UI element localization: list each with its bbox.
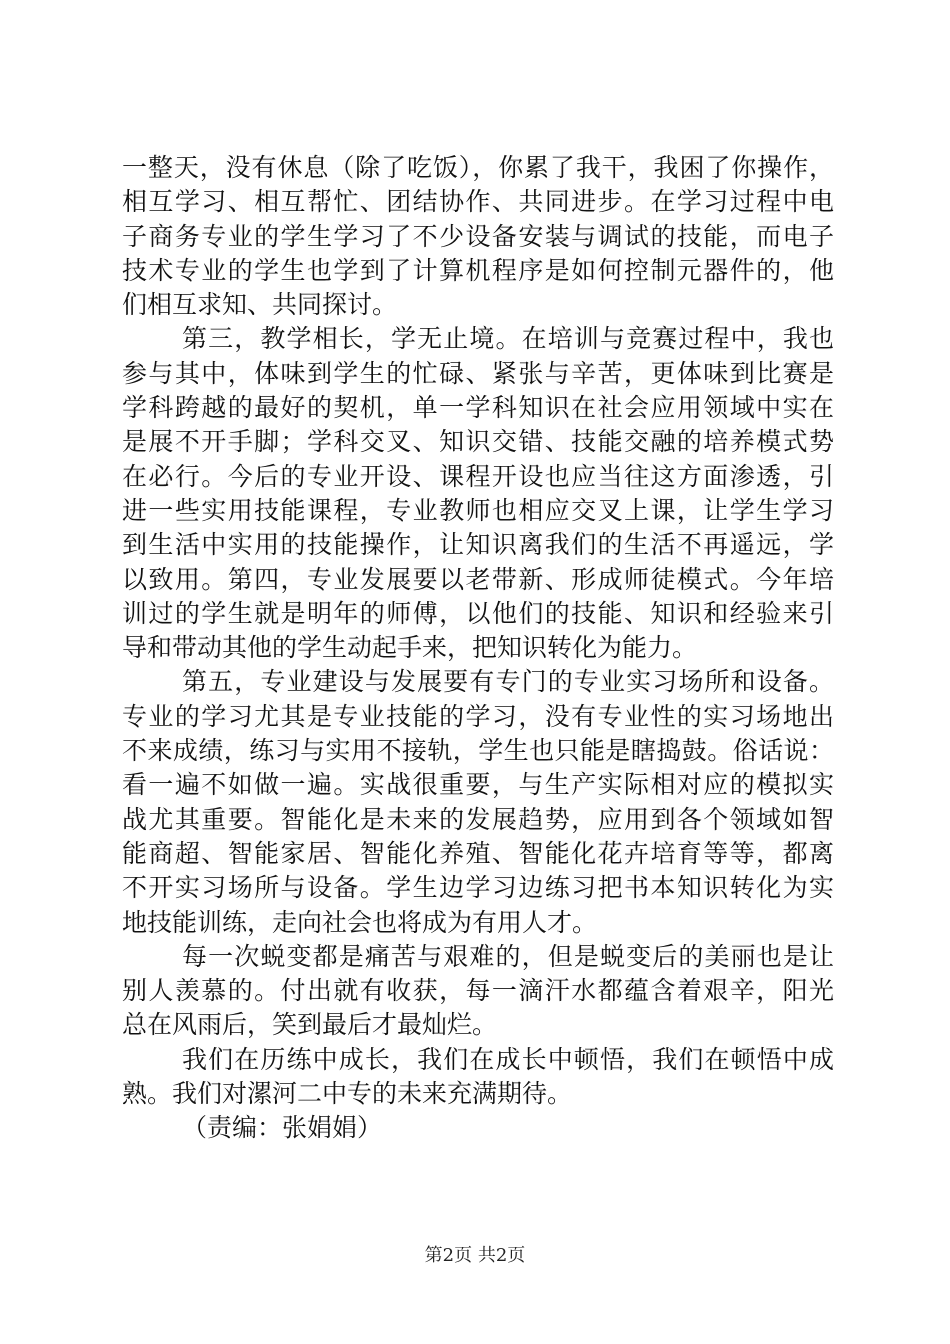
text-line: 我们在历练中成长，我们在成长中顿悟，我们在顿悟中成 bbox=[182, 1044, 834, 1074]
text-line: 专业的学习尤其是专业技能的学习，没有专业性的实习场地出 bbox=[122, 701, 834, 731]
text-line: 是展不开手脚；学科交叉、知识交错、技能交融的培养模式势 bbox=[122, 427, 834, 457]
text-line: 参与其中，体味到学生的忙碌、紧张与辛苦，更体味到比赛是 bbox=[122, 358, 834, 388]
text-line: 技术专业的学生也学到了计算机程序是如何控制元器件的，他 bbox=[122, 255, 834, 285]
text-line: 战尤其重要。智能化是未来的发展趋势，应用到各个领域如智 bbox=[122, 804, 834, 834]
text-line: 每一次蜕变都是痛苦与艰难的，但是蜕变后的美丽也是让 bbox=[182, 941, 834, 971]
text-line: 训过的学生就是明年的师傅，以他们的技能、知识和经验来引 bbox=[122, 598, 834, 628]
text-line: 子商务专业的学生学习了不少设备安装与调试的技能，而电子 bbox=[122, 221, 834, 251]
text-line: 看一遍不如做一遍。实战很重要，与生产实际相对应的模拟实 bbox=[122, 770, 834, 800]
text-line: 以致用。第四，专业发展要以老带新、形成师徒模式。今年培 bbox=[122, 564, 834, 594]
text-line: 导和带动其他的学生动起手来，把知识转化为能力。 bbox=[122, 633, 698, 663]
text-line: 不来成绩，练习与实用不接轨，学生也只能是瞎捣鼓。俗话说： bbox=[122, 736, 834, 766]
text-line: 别人羡慕的。付出就有收获，每一滴汗水都蕴含着艰辛，阳光 bbox=[122, 976, 834, 1006]
text-line: 地技能训练，走向社会也将成为有用人才。 bbox=[122, 907, 598, 937]
article-body bbox=[122, 151, 834, 1146]
text-line: 第三，教学相长，学无止境。在培训与竞赛过程中，我也 bbox=[182, 324, 834, 354]
text-line: 相互学习、相互帮忙、团结协作、共同进步。在学习过程中电 bbox=[122, 187, 834, 217]
text-line: 能商超、智能家居、智能化养殖、智能化花卉培育等等，都离 bbox=[122, 838, 834, 868]
text-line: 进一些实用技能课程，专业教师也相应交叉上课，让学生学习 bbox=[122, 495, 834, 525]
text-line: 不开实习场所与设备。学生边学习边练习把书本知识转化为实 bbox=[122, 873, 834, 903]
text-line: 一整天，没有休息（除了吃饭），你累了我干，我困了你操作， bbox=[122, 153, 834, 182]
text-line: 总在风雨后，笑到最后才最灿烂。 bbox=[122, 1010, 498, 1040]
text-line: 在必行。今后的专业开设、课程开设也应当往这方面渗透，引 bbox=[122, 461, 834, 491]
text-line: （责编：张娟娟） bbox=[182, 1113, 383, 1143]
text-line: 到生活中实用的技能操作，让知识离我们的生活不再遥远，学 bbox=[122, 530, 834, 560]
text-line: 们相互求知、共同探讨。 bbox=[122, 290, 398, 320]
text-line: 第五，专业建设与发展要有专门的专业实习场所和设备。 bbox=[182, 667, 834, 697]
text-line: 熟。我们对漯河二中专的未来充满期待。 bbox=[122, 1079, 573, 1109]
text-line: 学科跨越的最好的契机，单一学科知识在社会应用领域中实在 bbox=[122, 393, 834, 423]
page-footer: 第2页 共2页 bbox=[424, 1245, 526, 1266]
